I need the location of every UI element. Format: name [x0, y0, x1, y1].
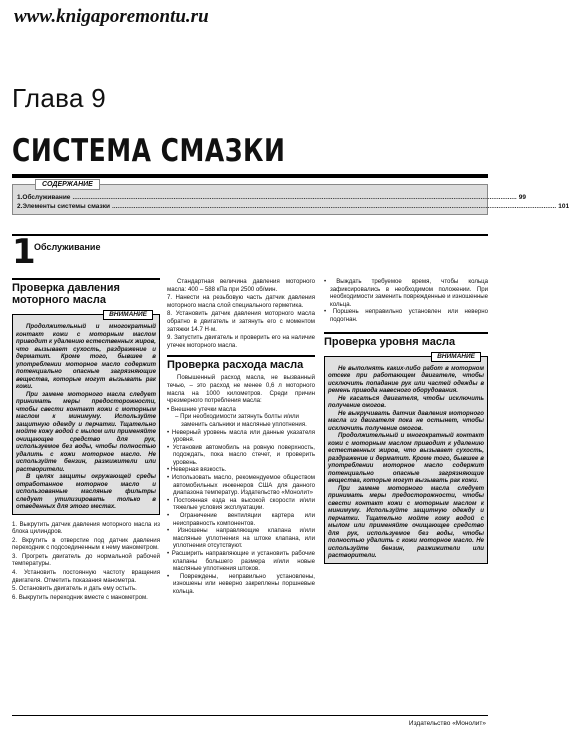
warning-tag: ВНИМАНИЕ — [431, 352, 481, 362]
page-title: СИСТЕМА СМАЗКИ — [12, 132, 286, 169]
footer-divider — [12, 715, 488, 716]
toc-heading: СОДЕРЖАНИЕ — [35, 179, 100, 190]
bullet-item: • Ограничение вентиляции картера или неисправность компонентов. — [167, 512, 315, 527]
step-item: 9. Запустить двигатель и проверить его на наличие утечек моторного масла. — [167, 334, 315, 349]
title-divider — [12, 174, 488, 178]
step-item: 5. Остановить двигатель и дать ему остыть. — [12, 585, 137, 593]
warning-paragraph: Не выкручивать датчик давления моторного масла из двигателя пока не остынет, чтобы исключить получение ожогов. — [328, 409, 484, 432]
toc-item[interactable] — [17, 203, 569, 211]
toc-item-page: 99 — [518, 194, 526, 201]
bullet-item: • Неверный уровень масла или данные указателя уровня. — [167, 428, 315, 444]
bullet-item: • Установив автомобиль на ровную поверхность, подождать, пока масло стечет, и проверить уровень. — [167, 443, 315, 466]
step-item: 4. Установить постоянную частоту вращения двигателя. Отметить показания манометра. — [12, 569, 160, 584]
step-item: 3. Прогреть двигатель до нормальной рабочей температуры. — [12, 552, 160, 568]
subsection-heading: Проверка уровня масла — [324, 332, 488, 348]
bullet-item: • Неверная вязкость. — [167, 466, 227, 474]
toc-item-label: Обслуживание — [22, 194, 71, 201]
section-header — [12, 232, 488, 272]
toc-item-number: 2. — [17, 203, 23, 210]
bullet-item: • Использовать масло, рекомендуемое обществом автомобильных инженеров США для данного диапазона температур. Издательство «Монолит» — [167, 474, 315, 497]
table-of-contents — [12, 181, 569, 215]
column-1 — [12, 278, 160, 602]
step-item: 7. Нанести на резьбовую часть датчик давления моторного масла слой специального герметика. — [167, 294, 315, 309]
warning-box — [324, 352, 488, 564]
paragraph: Стандартная величина давления моторного масла: 400 – 588 кПа при 2500 об/мин. — [167, 278, 315, 293]
toc-item-number: 1. — [17, 194, 23, 201]
section-title: Обслуживание — [34, 242, 101, 252]
step-item: 8. Установить датчик давления моторного масла обратно в двигатель и затянуть его с моментом затяжки 14.7 Н·м. — [167, 310, 315, 333]
step-item: 6. Выкрутить переходник вместе с манометром. — [12, 593, 148, 601]
warning-paragraph: При замене моторного масла следует принимать меры предосторожности, чтобы свести контакт кожи с моторным маслом к минимуму. Используйте защитную одежду и перчатки. Тщательно мойте кожу водой с мылом или применяйте очищающее средство для рук, используемое без воды, чтобы полностью удалить с кожи моторное масло. Не используйте бензин, разжижители или растворители. — [328, 484, 484, 560]
bullet-item: • Поршень неправильно установлен или неверно подогнан. — [324, 308, 488, 323]
warning-paragraph: При замене моторного масла следует принимать меры предосторожности, чтобы свести контакт кожи с моторным маслом к минимуму. Используйте защитную одежду и перчатки. Тщательно мойте кожу водой с мылом или применяйте очищающее средство для рук, используемое без воды, чтобы полностью удалить с кожи моторное масло. Не используйте бензин, разжижители или растворители. — [16, 390, 156, 473]
step-item: 1. Выкрутить датчик давления моторного масла из блока цилиндров. — [12, 520, 160, 536]
section-divider — [12, 234, 488, 236]
subsection-heading: Проверка расхода масла — [167, 355, 315, 371]
warning-tag: ВНИМАНИЕ — [103, 310, 153, 320]
bullet-item: • Постоянная езда на высокой скорости и/или тяжелые условия эксплуатации. — [167, 496, 315, 512]
chapter-label: Глава 9 — [12, 83, 107, 113]
column-3 — [324, 278, 488, 564]
toc-item-page: 101 — [558, 203, 569, 210]
bullet-item: • Изношены направляющие клапана и/или масляные уплотнения на штоке клапана, или уплотнения отсутствуют. — [167, 527, 315, 550]
warning-paragraph: Не выполнять каких-либо работ в моторном отсеке при работающем двигателе, чтобы исключить попадание рук или частей одежды в ремень привода навесного оборудования. — [328, 364, 484, 395]
toc-item[interactable] — [17, 194, 526, 202]
bullet-item: – При необходимости затянуть болты и/или заменить сальники и масляные уплотнения. — [175, 413, 307, 428]
warning-box — [12, 311, 160, 515]
toc-item-label: Элементы системы смазки — [22, 203, 110, 210]
section-number: 1 — [12, 232, 36, 272]
warning-paragraph: В целях защиты окружающей среды отработанное моторное масло и использованные масляные фильтры следует утилизировать только в отведенных для этого местах. — [16, 473, 156, 510]
bullet-item: • Выждать требуемое время, чтобы кольца зафиксировались в необходимом положении. При необходимости заменить поврежденные и изношенные кольца. — [324, 278, 489, 308]
toc-leader: ...................................................................................................................................................................................................................................................... — [72, 194, 517, 201]
toc-leader: ...................................................................................................................................................................................................................................................... — [111, 203, 557, 210]
bullet-item: • Внешние утечки масла — [167, 405, 236, 413]
warning-paragraph: Продолжительный и многократный контакт кожи с моторным маслом приводит к удалению естественных жиров, что вызывает сухость, раздражение и дерматит. Кроме того, бывшее в употреблении моторное масло содержит потенциально опасные загрязняющие вещества, которые могут вызывать рак кожи. — [328, 432, 484, 485]
step-item: 2. Вкрутить в отверстие под датчик давления переходник с подсоединенным к нему манометром. — [12, 536, 160, 552]
paragraph: Повышенный расход масла, не вызванный течью, – это расход не менее 0,6 л моторного масла на 1000 километров. Среди причин чрезмерного потребления масла: — [167, 374, 315, 405]
watermark: www.knigaporemontu.ru — [14, 6, 209, 27]
step-list — [12, 521, 160, 602]
publisher-footer: Издательство «Монолит» — [408, 720, 486, 727]
subsection-heading: Проверка давления моторного масла — [12, 278, 160, 306]
warning-paragraph: Продолжительный и многократный контакт кожи с моторным маслом приводит к удалению естественных жиров, что вызывает сухость, раздражение и дерматит. Кроме того, бывшее в употреблении моторное масло содержит потенциально опасные загрязняющие вещества, которые могут вызывать рак кожи. — [16, 323, 156, 390]
column-2 — [167, 278, 315, 596]
bullet-item: • Повреждены, неправильно установлены, изношены или неверно закреплены поршневые кольца. — [167, 572, 315, 595]
bullet-item: • Расширить направляющие и установить рабочие клапаны большего размера и/или новые масляные уплотнения штоков. — [167, 550, 315, 573]
warning-paragraph: Не касаться двигателя, чтобы исключить получение ожогов. — [328, 394, 484, 410]
